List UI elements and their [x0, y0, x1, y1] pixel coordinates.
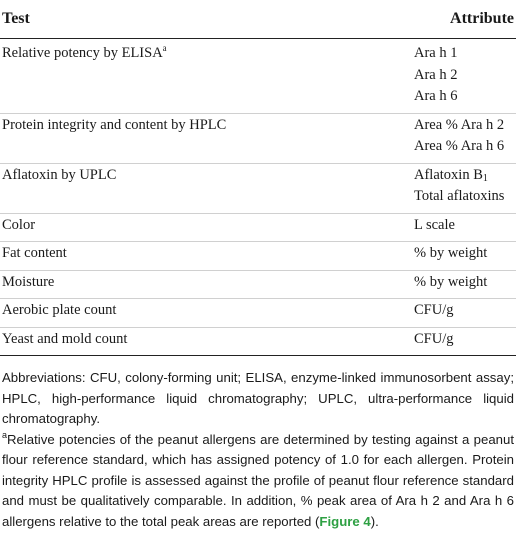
test-cell: Protein integrity and content by HPLC — [0, 113, 414, 163]
test-cell: Aflatoxin by UPLC — [0, 163, 414, 213]
header-attribute: Attribute — [450, 10, 514, 27]
attribute-cell — [414, 299, 516, 328]
table-row — [0, 163, 516, 213]
attribute-value: CFU/g — [414, 330, 454, 347]
attribute-value: L scale — [414, 216, 455, 233]
attribute-cell — [414, 213, 516, 242]
test-cell: Moisture — [0, 270, 414, 299]
attribute-value: Ara h 1 — [414, 45, 458, 61]
attribute-value: CFU/g — [414, 302, 454, 318]
table-row — [0, 213, 516, 242]
footnote-a — [2, 430, 514, 533]
test-name: Relative potency by ELISA — [2, 45, 163, 61]
table-row — [0, 327, 516, 356]
header-test: Test — [2, 10, 30, 27]
attribute-cell — [414, 39, 516, 114]
attribute-cell — [414, 327, 516, 356]
attribute-value: % by weight — [414, 273, 488, 290]
footnote-end: ). — [370, 513, 379, 529]
attribute-value: Total aflatoxins — [414, 188, 505, 204]
table-row — [0, 270, 516, 299]
subscript: 1 — [482, 172, 488, 184]
test-cell: Aerobic plate count — [0, 299, 414, 328]
table-notes — [0, 368, 514, 532]
attribute-value: Ara h 2 — [414, 66, 458, 83]
attribute-cell — [414, 242, 516, 271]
test-cell: Color — [0, 213, 414, 242]
attribute-cell — [414, 163, 516, 213]
table-row — [0, 242, 516, 271]
attribute-cell — [414, 113, 516, 163]
attribute-value: Area % Ara h 2 — [414, 116, 505, 133]
footnote-text: Relative potencies of the peanut allergens are determined by testing against a peanut flour reference standard, which has assigned potency of 1.0 for each allergen. Protein integrity HPLC profile is assessed against the profile of peanut flour reference standard and must be qualitatively comparable. In addition, % peak area of Ara h 2 and Ara h 6 allergens relative to the total peak areas are reported ( — [2, 431, 514, 529]
table-row — [0, 299, 516, 328]
footnote-marker: a — [2, 429, 8, 440]
test-cell — [0, 39, 414, 114]
table-row — [0, 39, 516, 114]
figure-4-link[interactable]: Figure 4 — [319, 513, 371, 529]
attribute-value: Aflatoxin B — [414, 166, 483, 183]
attribute-value: Area % Ara h 6 — [414, 138, 505, 154]
table-header-row — [0, 0, 516, 39]
test-cell: Yeast and mold count — [0, 327, 414, 356]
footnote-marker: a — [162, 43, 167, 53]
attribute-cell — [414, 270, 516, 299]
test-cell: Fat content — [0, 242, 414, 271]
table-row — [0, 113, 516, 163]
abbreviations-note: Abbreviations: CFU, colony-forming unit; ELISA, enzyme-linked immunosorbent assay; HPLC, high-performance liquid chromatography; UPLC, ultra-performance liquid chromatography. — [2, 370, 514, 426]
attribute-value-with-subscript — [414, 165, 516, 187]
attribute-value: % by weight — [414, 245, 488, 261]
attribute-value: Ara h 6 — [414, 88, 458, 104]
